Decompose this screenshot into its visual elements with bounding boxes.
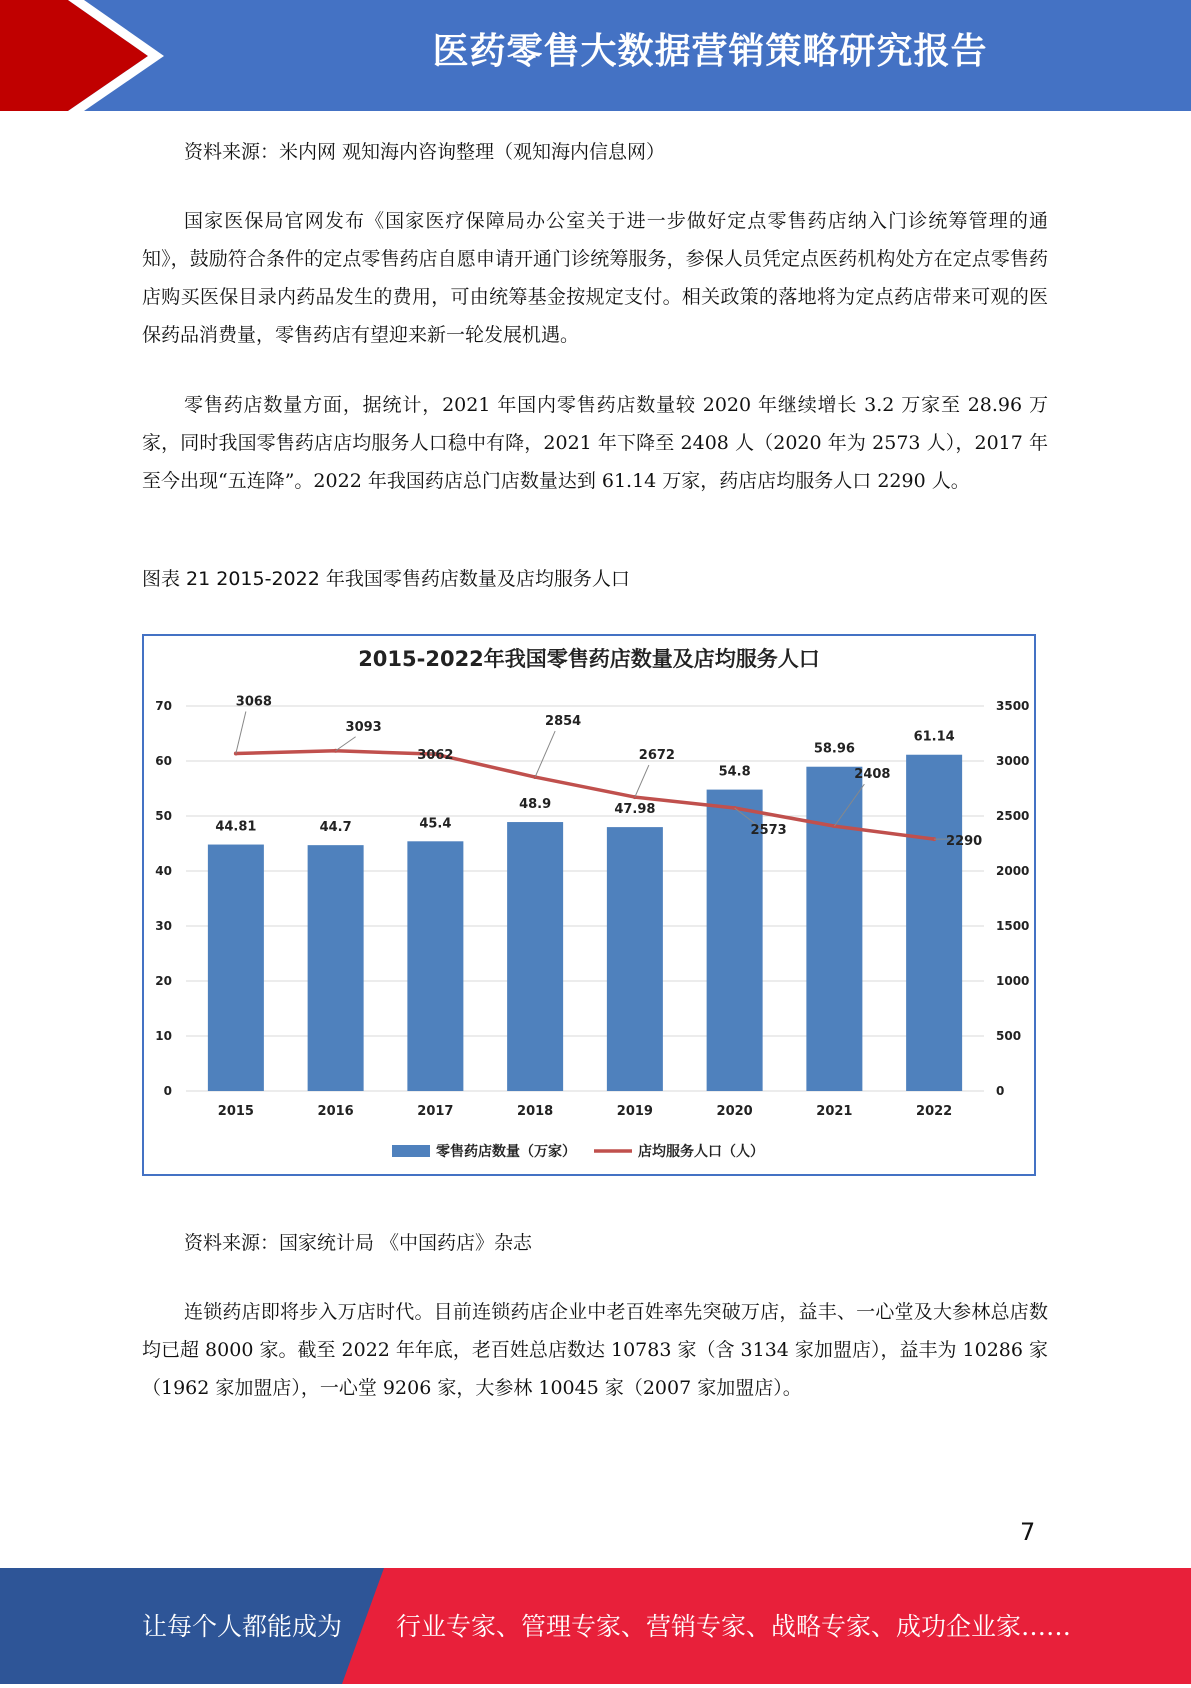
- x-axis-tick-label: 2017: [417, 1104, 454, 1119]
- left-axis-tick-label: 50: [155, 809, 172, 823]
- bar-value-label: 44.81: [215, 819, 257, 835]
- line-label-leader: [236, 712, 246, 754]
- line-value-label: 3093: [345, 719, 382, 735]
- left-axis-tick-label: 70: [155, 699, 172, 713]
- report-title: 医药零售大数据营销策略研究报告: [432, 31, 988, 72]
- line-value-label: 2854: [545, 714, 582, 730]
- chart-frame: [142, 634, 1036, 1176]
- paragraph-chain-stores: 连锁药店即将步入万店时代。目前连锁药店企业中老百姓率先突破万店，益丰、一心堂及大参林总店数均已超 8000 家。截至 2022 年年底，老百姓总店数达 10783 家（含 3134 家加盟店），益丰为 10286 家（1962 家加盟店），一心堂 9206 家，大参林 10045 家（2007 家加盟店）。: [142, 1301, 1048, 1399]
- bar-2016: [308, 845, 364, 1091]
- x-axis-tick-label: 2019: [616, 1104, 653, 1119]
- x-axis-tick-label: 2022: [916, 1104, 953, 1119]
- line-value-label: 3068: [235, 694, 272, 710]
- x-axis-tick-label: 2015: [217, 1104, 254, 1119]
- bar-2021: [806, 767, 862, 1091]
- line-value-label: 3062: [417, 748, 454, 764]
- bar-value-label: 58.96: [813, 741, 855, 757]
- right-axis-tick-label: 3000: [996, 754, 1030, 768]
- x-axis-tick-label: 2016: [317, 1104, 354, 1119]
- legend-bar-label: 零售药店数量（万家）: [436, 1144, 576, 1160]
- line-value-label: 2573: [750, 822, 787, 838]
- right-axis-tick-label: 2500: [996, 809, 1030, 823]
- left-axis-tick-label: 40: [155, 864, 172, 878]
- page-number: 7: [1020, 1518, 1036, 1546]
- bar-value-label: 45.4: [419, 816, 452, 832]
- bar-2018: [507, 822, 563, 1091]
- left-axis-tick-label: 10: [155, 1029, 172, 1043]
- right-axis-tick-label: 3500: [996, 699, 1030, 713]
- bar-value-label: 54.8: [718, 764, 751, 780]
- left-axis-tick-label: 0: [163, 1084, 172, 1098]
- bar-value-label: 47.98: [614, 802, 656, 818]
- line-value-label: 2672: [638, 748, 675, 764]
- right-axis-tick-label: 500: [996, 1029, 1022, 1043]
- bar-2022: [906, 755, 962, 1091]
- bar-value-label: 48.9: [519, 797, 552, 813]
- line-point-2019: [633, 795, 637, 799]
- x-axis-tick-label: 2018: [517, 1104, 554, 1119]
- right-axis-tick-label: 2000: [996, 864, 1030, 878]
- bar-2015: [208, 845, 264, 1091]
- left-axis-tick-label: 20: [155, 974, 172, 988]
- footer-slogan-right: 行业专家、管理专家、营销专家、战略专家、成功企业家……: [396, 1612, 1072, 1641]
- footer-slogan-left: 让每个人都能成为: [142, 1612, 343, 1641]
- line-label-leader: [635, 765, 649, 797]
- paragraph-store-count: 零售药店数量方面，据统计，2021 年国内零售药店数量较 2020 年继续增长 3.2 万家至 28.96 万家，同时我国零售药店店均服务人口稳中有降，2021 年下降至 2408 人（2020 年为 2573 人），2017 年至今出现“五连降”。2022 年我国药店总门店数量达到 61.14 万家，药店店均服务人口 2290 人。: [142, 394, 1048, 492]
- paragraph-policy: 国家医保局官网发布《国家医疗保障局办公室关于进一步做好定点零售药店纳入门诊统筹管理的通知》，鼓励符合条件的定点零售药店自愿申请开通门诊统筹服务，参保人员凭定点医药机构处方在定点零售药店购买医保目录内药品发生的费用，可由统筹基金按规定支付。相关政策的落地将为定点药店带来可观的医保药品消费量，零售药店有望迎来新一轮发展机遇。: [142, 210, 1048, 346]
- line-value-label: 2290: [946, 834, 983, 850]
- source-note-1: 资料来源：米内网 观知海内咨询整理（观知海内信息网）: [184, 141, 666, 163]
- bar-2019: [607, 827, 663, 1091]
- legend-line-label: 店均服务人口（人）: [638, 1144, 764, 1160]
- line-value-label: 2408: [854, 767, 891, 783]
- left-axis-tick-label: 60: [155, 754, 172, 768]
- x-axis-tick-label: 2020: [716, 1104, 753, 1119]
- x-axis-tick-label: 2021: [816, 1104, 853, 1119]
- combo-chart: [144, 636, 1034, 1174]
- line-label-leader: [535, 731, 555, 777]
- bar-value-label: 44.7: [319, 820, 352, 836]
- line-label-leader: [336, 737, 356, 751]
- right-axis-tick-label: 0: [996, 1084, 1005, 1098]
- page-header: [0, 0, 1191, 111]
- right-axis-tick-label: 1000: [996, 974, 1030, 988]
- legend-bar-swatch: [392, 1145, 430, 1157]
- left-axis-tick-label: 30: [155, 919, 172, 933]
- bar-2017: [407, 841, 463, 1091]
- figure-caption: 图表 21 2015-2022 年我国零售药店数量及店均服务人口: [142, 568, 630, 590]
- source-note-2: 资料来源：国家统计局 《中国药店》杂志: [184, 1232, 533, 1254]
- right-axis-tick-label: 1500: [996, 919, 1030, 933]
- chart-title: 2015-2022年我国零售药店数量及店均服务人口: [358, 647, 820, 671]
- bar-value-label: 61.14: [913, 729, 955, 745]
